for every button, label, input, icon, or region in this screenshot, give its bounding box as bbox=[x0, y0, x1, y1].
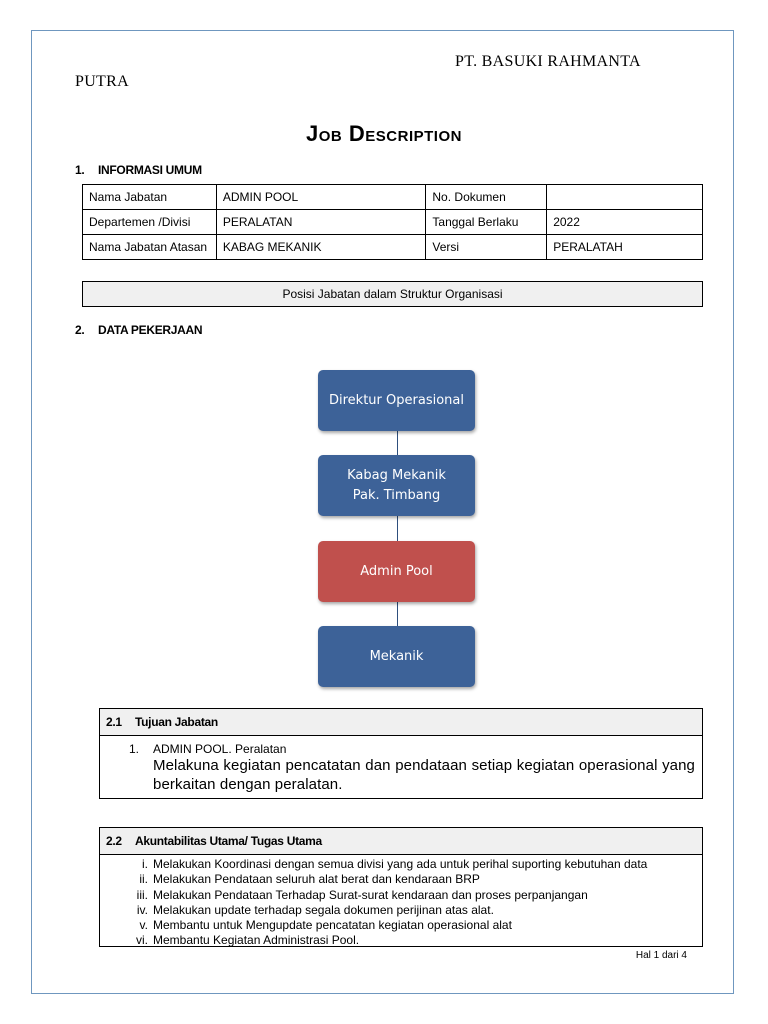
document-title: Job Description bbox=[306, 121, 462, 146]
section-title: DATA PEKERJAAN bbox=[98, 323, 203, 337]
company-name-line2: PUTRA bbox=[75, 73, 129, 90]
list-number: v. bbox=[139, 918, 148, 933]
section-number: 2. bbox=[75, 323, 85, 337]
org-node-line: Kabag Mekanik bbox=[347, 467, 446, 483]
table-cell-label: Nama Jabatan bbox=[83, 185, 217, 210]
table-cell-value: 2022 bbox=[547, 210, 703, 235]
org-node-label bbox=[347, 466, 446, 506]
org-connector-line bbox=[397, 600, 398, 626]
section-title: INFORMASI UMUM bbox=[98, 163, 202, 177]
subsection-number: 2.1 bbox=[106, 715, 122, 729]
subsection-title: Tujuan Jabatan bbox=[135, 715, 218, 729]
posisi-jabatan-bar: Posisi Jabatan dalam Struktur Organisasi bbox=[82, 281, 703, 307]
list-item-text: Membantu Kegiatan Administrasi Pool. bbox=[153, 933, 360, 948]
list-item bbox=[100, 918, 702, 933]
table-cell-label: Tanggal Berlaku bbox=[426, 210, 547, 235]
org-node-mekanik bbox=[318, 626, 475, 687]
table-cell-value: PERALATAH bbox=[547, 235, 703, 260]
org-node-admin-pool bbox=[318, 541, 475, 602]
section-informasi-umum-heading bbox=[75, 163, 202, 177]
org-node-label bbox=[329, 391, 464, 411]
table-row bbox=[83, 185, 703, 210]
informasi-umum-table bbox=[82, 184, 703, 260]
list-number: 1. bbox=[129, 742, 140, 756]
list-item-text: Melakukan Koordinasi dengan semua divisi yang ada untuk perihal suporting kebutuhan data bbox=[153, 857, 648, 871]
list-item bbox=[100, 888, 702, 903]
list-number: ii. bbox=[139, 872, 148, 887]
list-number: iv. bbox=[136, 902, 148, 917]
org-connector-line bbox=[397, 515, 398, 541]
company-name-line1: PT. BASUKI RAHMANTA bbox=[455, 53, 641, 70]
org-node-line: Mekanik bbox=[369, 648, 424, 664]
tujuan-description: Melakuna kegiatan pencatatan dan pendataan setiap kegiatan operasional yang berkaitan dengan peralatan. bbox=[153, 757, 695, 793]
table-row bbox=[83, 235, 703, 260]
org-node-label bbox=[360, 562, 432, 582]
list-number: iii. bbox=[136, 887, 148, 902]
section-number: 1. bbox=[75, 163, 85, 177]
list-item bbox=[100, 872, 702, 887]
table-cell-value: KABAG MEKANIK bbox=[216, 235, 426, 260]
table-cell-label: Departemen /Divisi bbox=[83, 210, 217, 235]
table-cell-value: ADMIN POOL bbox=[216, 185, 426, 210]
list-item-text: Melakukan update terhadap segala dokumen perijinan atas alat. bbox=[153, 902, 494, 917]
table-row bbox=[83, 210, 703, 235]
list-number: i. bbox=[142, 857, 148, 871]
org-connector-line bbox=[397, 430, 398, 456]
org-node-label bbox=[370, 647, 424, 667]
tujuan-item bbox=[100, 736, 702, 756]
akuntabilitas-box bbox=[99, 827, 703, 947]
list-item-text: Membantu untuk Mengupdate pencatatan kegiatan operasional alat bbox=[153, 918, 512, 933]
tugas-list bbox=[100, 855, 702, 951]
table-cell-value: PERALATAN bbox=[216, 210, 426, 235]
org-node-line: Direktur Operasional bbox=[329, 392, 464, 408]
table-cell-label: Versi bbox=[426, 235, 547, 260]
list-item-text: Melakukan Pendataan seluruh alat berat dan kendaraan BRP bbox=[153, 872, 480, 887]
akuntabilitas-heading bbox=[100, 828, 702, 855]
list-item bbox=[100, 857, 702, 872]
list-item bbox=[100, 903, 702, 918]
tujuan-item-text: ADMIN POOL. Peralatan bbox=[153, 742, 287, 756]
org-node-direktur-operasional bbox=[318, 370, 475, 431]
tujuan-jabatan-heading bbox=[100, 709, 702, 736]
table-cell-value bbox=[547, 185, 703, 210]
subsection-title: Akuntabilitas Utama/ Tugas Utama bbox=[135, 834, 322, 848]
section-data-pekerjaan-heading bbox=[75, 323, 202, 337]
org-node-line: Admin Pool bbox=[360, 563, 433, 579]
table-cell-label: Nama Jabatan Atasan bbox=[83, 235, 217, 260]
tujuan-jabatan-box bbox=[99, 708, 703, 799]
page-number: Hal 1 dari 4 bbox=[635, 950, 687, 961]
list-item-text: Melakukan Pendataan Terhadap Surat-surat kendaraan dan proses perpanjangan bbox=[153, 887, 588, 902]
subsection-number: 2.2 bbox=[106, 834, 122, 848]
org-node-line: Pak. Timbang bbox=[352, 487, 441, 503]
list-item bbox=[100, 933, 702, 948]
list-number: vi. bbox=[136, 933, 148, 948]
org-node-kabag-mekanik bbox=[318, 455, 475, 516]
table-cell-label: No. Dokumen bbox=[426, 185, 547, 210]
